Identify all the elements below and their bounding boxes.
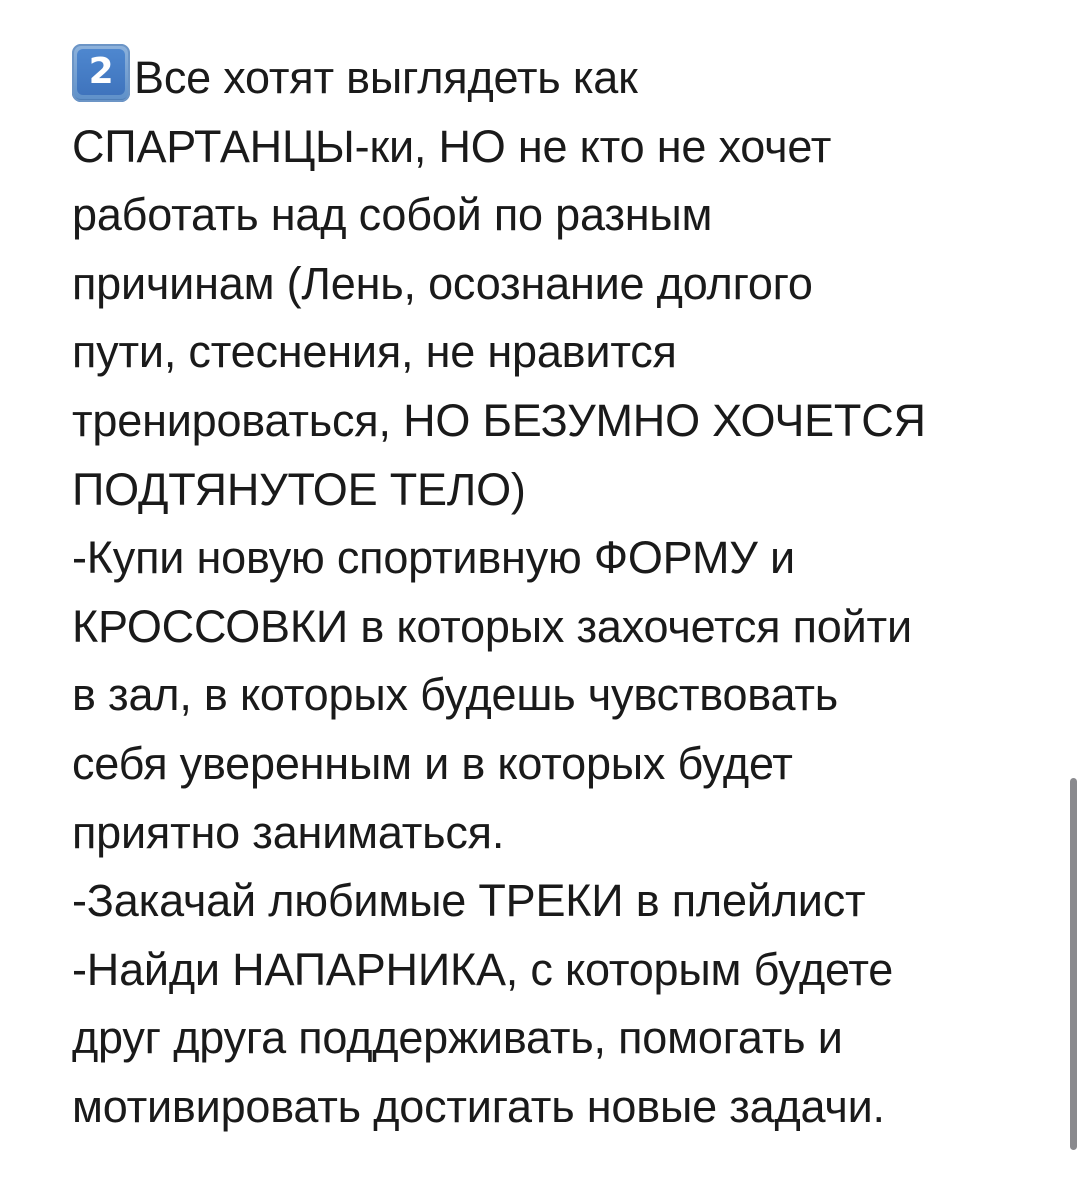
note-line-5: пути, стеснения, не нравится bbox=[72, 326, 677, 378]
vertical-scrollbar[interactable] bbox=[1065, 0, 1085, 1200]
note-line-9: КРОССОВКИ в которых захочется пойти bbox=[72, 600, 912, 652]
note-line-13: -Закачай любимые ТРЕКИ в плейлист bbox=[72, 875, 866, 927]
note-line-16: мотивировать достигать новые задачи. bbox=[72, 1080, 885, 1132]
scrollbar-thumb[interactable] bbox=[1070, 778, 1077, 1150]
keycap-digit-two-icon bbox=[72, 44, 130, 102]
note-text[interactable] bbox=[72, 44, 1032, 1142]
note-line-8: -Купи новую спортивную ФОРМУ и bbox=[72, 532, 795, 584]
note-line-11: себя уверенным и в которых будет bbox=[72, 737, 793, 789]
note-line-14: -Найди НАПАРНИКА, с которым будете bbox=[72, 943, 894, 995]
note-line-2: СПАРТАНЦЫ-ки, НО не кто не хочет bbox=[72, 120, 832, 172]
note-line-3: работать над собой по разным bbox=[72, 189, 713, 241]
note-first-line: Все хотят выглядеть как bbox=[134, 52, 638, 103]
note-line-15: друг друга поддерживать, помогать и bbox=[72, 1012, 843, 1064]
note-line-6: тренироваться, НО БЕЗУМНО ХОЧЕТСЯ bbox=[72, 394, 926, 446]
keycap-digit: 2 bbox=[77, 49, 125, 95]
note-line-1 bbox=[72, 44, 1032, 113]
note-line-7: ПОДТЯНУТОЕ ТЕЛО) bbox=[72, 463, 526, 515]
note-line-4: причинам (Лень, осознание долгого bbox=[72, 257, 813, 309]
note-line-10: в зал, в которых будешь чувствовать bbox=[72, 669, 838, 721]
note-line-12: приятно заниматься. bbox=[72, 806, 505, 858]
